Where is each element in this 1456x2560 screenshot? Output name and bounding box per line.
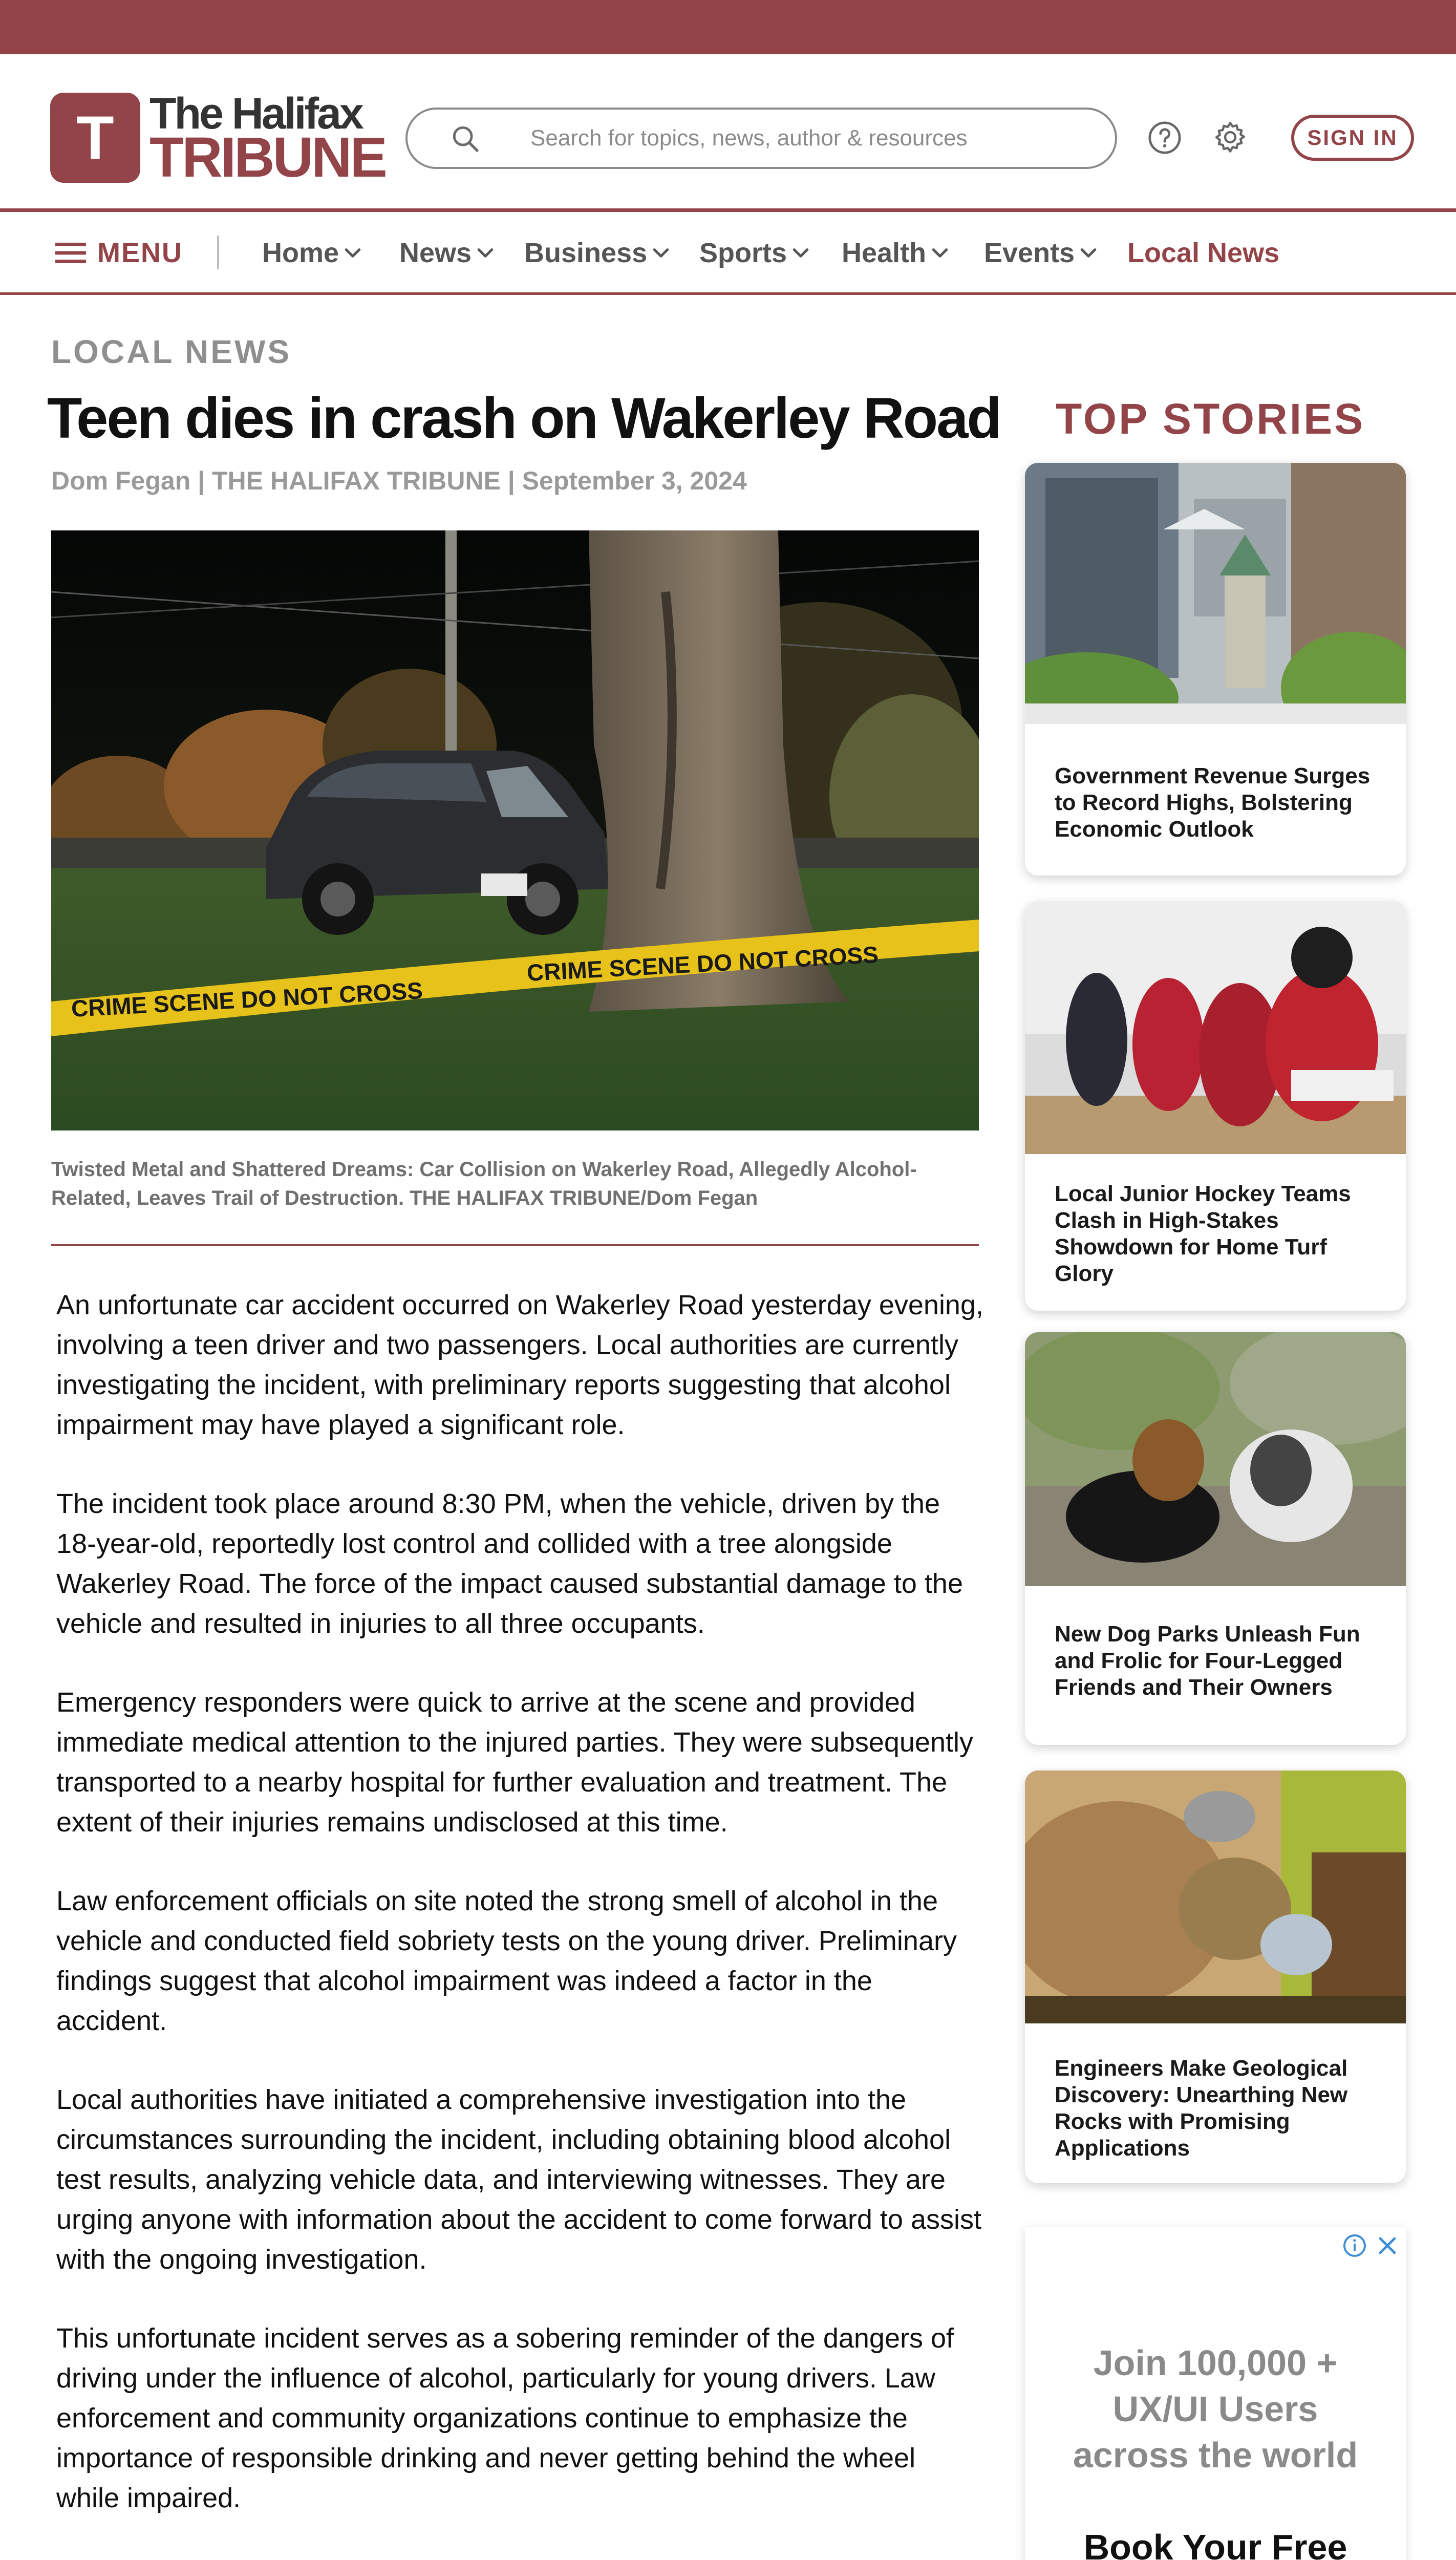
- story-headline[interactable]: New Dog Parks Unleash Fun and Frolic for Four-Legged Friends and Their Owners: [1055, 1622, 1360, 1700]
- article-paragraph: Local authorities have initiated a comprehensive investigation into the circumstances surrounding the incident, including obtaining blood alcohol test results, analyzing vehicle data, and interviewing witnesses. They are urging anyone with information about the accident to come forward to assist with the ongoing investigation.: [56, 2084, 981, 2275]
- nav-item-label: Sports: [699, 238, 787, 268]
- story-headline[interactable]: Local Junior Hockey Teams Clash in High-Stakes Showdown for Home Turf Glory: [1055, 1181, 1351, 1286]
- top-story-card[interactable]: [1025, 1332, 1406, 1745]
- logo-mark[interactable]: T: [50, 93, 140, 183]
- nav-item-news[interactable]: [399, 238, 494, 268]
- nav-item-label: Health: [842, 238, 927, 268]
- sign-in-button[interactable]: SIGN IN: [1291, 115, 1414, 161]
- menu-button[interactable]: [55, 237, 183, 269]
- top-story-card[interactable]: [1025, 901, 1406, 1311]
- article-paragraph: This unfortunate incident serves as a sobering reminder of the dangers of driving under the influence of alcohol, particularly for young drivers. Law enforcement and community organizations continue to emphasize the importance of responsible drinking and never getting behind the wheel while impaired.: [56, 2323, 954, 2513]
- top-story-card[interactable]: [1025, 463, 1406, 876]
- logo-text-line1[interactable]: The Halifax: [149, 89, 362, 138]
- search-input[interactable]: [530, 120, 1094, 157]
- article-paragraph: The incident took place around 8:30 PM, when the vehicle, driven by the 18-year-old, reportedly lost control and collided with a tree alongside Wakerley Road. The force of the impact caused substantial damage to the vehicle and resulted in injuries to all three occupants.: [56, 1488, 963, 1639]
- close-icon[interactable]: [1375, 2233, 1400, 2258]
- story-headline[interactable]: Engineers Make Geological Discovery: Unearthing New Rocks with Promising Applications: [1055, 2056, 1348, 2161]
- nav-item-business[interactable]: [524, 238, 670, 268]
- nav-divider: [217, 236, 219, 269]
- article-paragraph: Law enforcement officials on site noted the strong smell of alcohol in the vehicle and conducted field sobriety tests on the young driver. Preliminary findings suggest that alcohol impairment was indeed a factor in the accident.: [56, 1886, 957, 2036]
- chevron-down-icon: [1080, 247, 1097, 259]
- top-brand-bar: [0, 0, 1456, 54]
- menu-label: MENU: [97, 238, 183, 268]
- nav-item-health[interactable]: [842, 238, 949, 268]
- article-body: [56, 1285, 986, 2560]
- story-thumbnail: [1025, 463, 1406, 724]
- chevron-down-icon: [931, 247, 949, 259]
- nav-item-label: Events: [984, 238, 1075, 268]
- article-hero-image: [51, 530, 979, 1130]
- article-paragraph: Emergency responders were quick to arrive at the scene and provided immediate medical attention to the injured parties. They were subsequently transported to a nearby hospital for further evaluation and treatment. The extent of their injuries remains undisclosed at this time.: [56, 1687, 973, 1838]
- crime-scene-tape-text-2: CRIME SCENE DO NOT CROSS: [526, 941, 880, 986]
- nav-item-home[interactable]: [262, 238, 361, 268]
- nav-item-local-news[interactable]: [1127, 238, 1279, 268]
- nav-item-label: News: [399, 238, 472, 268]
- nav-item-label: Business: [524, 238, 648, 268]
- chevron-down-icon: [477, 247, 494, 259]
- chevron-down-icon: [652, 247, 670, 259]
- article-paragraph: [56, 2557, 986, 2560]
- main-nav: [0, 212, 1456, 295]
- info-icon[interactable]: [1342, 2233, 1367, 2258]
- article-title: Teen dies in crash on Wakerley Road: [47, 386, 1000, 450]
- nav-item-sports[interactable]: [699, 238, 809, 268]
- section-label: LOCAL NEWS: [51, 333, 292, 370]
- chevron-down-icon: [344, 247, 361, 259]
- nav-item-label: Home: [262, 238, 339, 268]
- search-icon[interactable]: [451, 124, 480, 154]
- ad-headline: Join 100,000 + UX/UI Users across the world: [1073, 2343, 1358, 2475]
- article-paragraph: An unfortunate car accident occurred on Wakerley Road yesterday evening, involving a teen driver and two passengers. Local authorities are currently investigating the incident, with preliminary reports suggesting that alcohol impairment may have played a significant role.: [56, 1290, 984, 1440]
- nav-item-label: Local News: [1127, 238, 1280, 268]
- ad-call-to-action: Book Your Free: [1083, 2527, 1347, 2560]
- top-stories-title: TOP STORIES: [1056, 395, 1365, 443]
- story-thumbnail: [1025, 1770, 1406, 2023]
- hamburger-icon: [55, 242, 86, 264]
- sidebar-ad: [1025, 2227, 1406, 2560]
- help-icon[interactable]: [1147, 120, 1183, 156]
- gear-icon[interactable]: [1212, 119, 1248, 155]
- crime-scene-tape-text: CRIME SCENE DO NOT CROSS: [70, 977, 424, 1022]
- article-byline: Dom Fegan | THE HALIFAX TRIBUNE | September 3, 2024: [51, 466, 747, 495]
- logo-text-line2[interactable]: TRIBUNE: [149, 126, 386, 189]
- top-story-card[interactable]: [1025, 1770, 1406, 2183]
- story-headline[interactable]: Government Revenue Surges to Record Highs, Bolstering Economic Outlook: [1055, 763, 1371, 842]
- story-thumbnail: [1025, 1332, 1406, 1586]
- nav-item-events[interactable]: [984, 238, 1097, 268]
- chevron-down-icon: [792, 247, 809, 259]
- story-thumbnail: [1025, 901, 1406, 1154]
- image-caption: Twisted Metal and Shattered Dreams: Car Collision on Wakerley Road, Allegedly Alcohol-Related, Leaves Trail of Destruction. THE HALIFAX TRIBUNE/Dom Fegan: [51, 1158, 917, 1209]
- article-divider: [51, 1244, 979, 1246]
- site-header: [0, 54, 1456, 212]
- search-bar[interactable]: [405, 108, 1117, 169]
